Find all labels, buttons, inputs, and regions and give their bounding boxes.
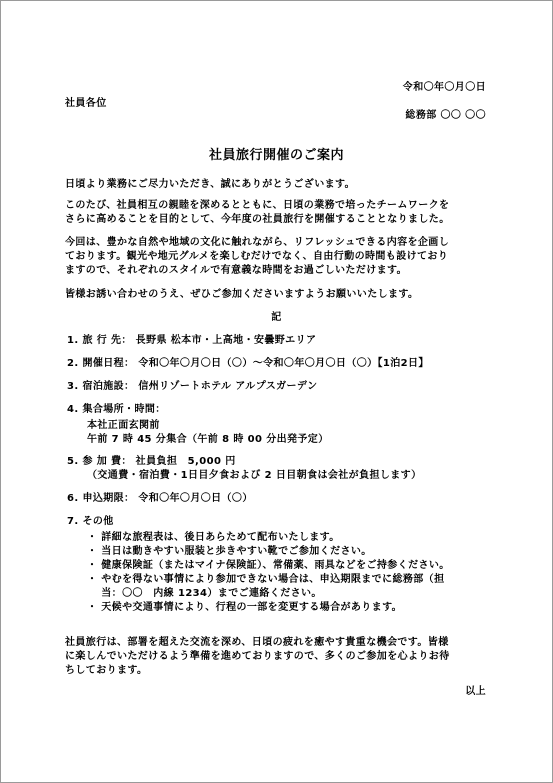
item-other-heading: 7. その他 [67,516,114,527]
item-meeting-place: 本社正面玄関前 [87,420,160,431]
item-meeting-time: 午前 7 時 45 分集合（午前 8 時 00 分出発予定） [87,434,329,445]
closing-line: ちしております。 [65,665,148,676]
list-item: ・ 当日は動きやすい服装と歩きやすい靴でご参加ください。 [87,546,372,557]
document-title: 社員旅行開催のご案内 [208,148,344,163]
recipient: 社員各位 [65,98,107,109]
list-item: 当：〇〇 内線 1234）までご連絡ください。 [87,588,322,599]
intro-paragraph-3 [65,236,449,278]
closing-line: 社員旅行は、部署を超えた交流を深め、日頃の疲れを癒やす貴重な機会です。皆様 [65,637,449,648]
list-item: ・ やむを得ない事情により参加できない場合は、申込期限までに総務部（担 [87,574,445,585]
sender: 総務部 〇〇 〇〇 [405,110,486,121]
intro-paragraph-2 [65,199,450,227]
intro-paragraph-4: 皆様お誘い合わせのうえ、ぜひご参加くださいますようお願いいたします。 [65,289,419,300]
intro-paragraph-2-line: このたび、社員相互の親睦を深めるとともに、日頃の業務で培ったチームワークを [65,200,450,211]
ki-heading: 記 [271,312,282,323]
item-fee-note: （交通費・宿泊費・1日目夕食および 2 日目朝食は会社が負担します） [87,470,422,481]
closing-paragraph [65,636,450,678]
list-item: ・ 天候や交通事情により、行程の一部を変更する場合があります。 [87,602,403,613]
closing-end-mark: 以上 [465,686,486,697]
list-item: ・ 健康保険証（またはマイナ保険証）、常備薬、雨具などをご持参ください。 [87,560,450,571]
intro-paragraph-3-line: 今回は、豊かな自然や地域の文化に触れながら、リフレッシュできる内容を企画し [65,237,450,248]
item-fee: 5. 参 加 費： 社員負担 5,000 円 [67,456,236,467]
item-deadline: 6. 申込期限： 令和〇年〇月〇日（〇） [67,493,253,504]
item-destination: 1. 旅 行 先： 長野県 松本市・上高地・安曇野エリア [67,335,317,346]
item-lodging: 3. 宿泊施設： 信州リゾートホテル アルプスガーデン [67,381,318,392]
closing-line: に楽しんでいただけるよう準備を進めておりますので、多くのご参加を心よりお待 [65,651,450,662]
item-meeting-heading: 4. 集合場所・時間： [67,404,166,415]
intro-paragraph-3-line: ております。観光や地元グルメを楽しむだけでなく、自由行動の時間も設けており [65,251,449,262]
intro-paragraph-2-line: さらに高めることを目的として、今年度の社員旅行を開催することとなりました。 [65,214,450,225]
intro-paragraph-3-line: ますので、それぞれのスタイルで有意義な時間をお過ごしいただけます。 [65,265,407,276]
item-other-list [87,531,450,615]
item-dates: 2. 開催日程： 令和〇年〇月〇日（〇）～令和〇年〇月〇日（〇）【1泊2日】 [67,358,429,369]
document-date: 令和〇年〇月〇日 [402,82,486,93]
list-item: ・ 詳細な旅程表は、後日あらためて配布いたします。 [87,532,340,543]
intro-paragraph-1: 日頃より業務にご尽力いただき、誠にありがとうございます。 [65,179,355,190]
